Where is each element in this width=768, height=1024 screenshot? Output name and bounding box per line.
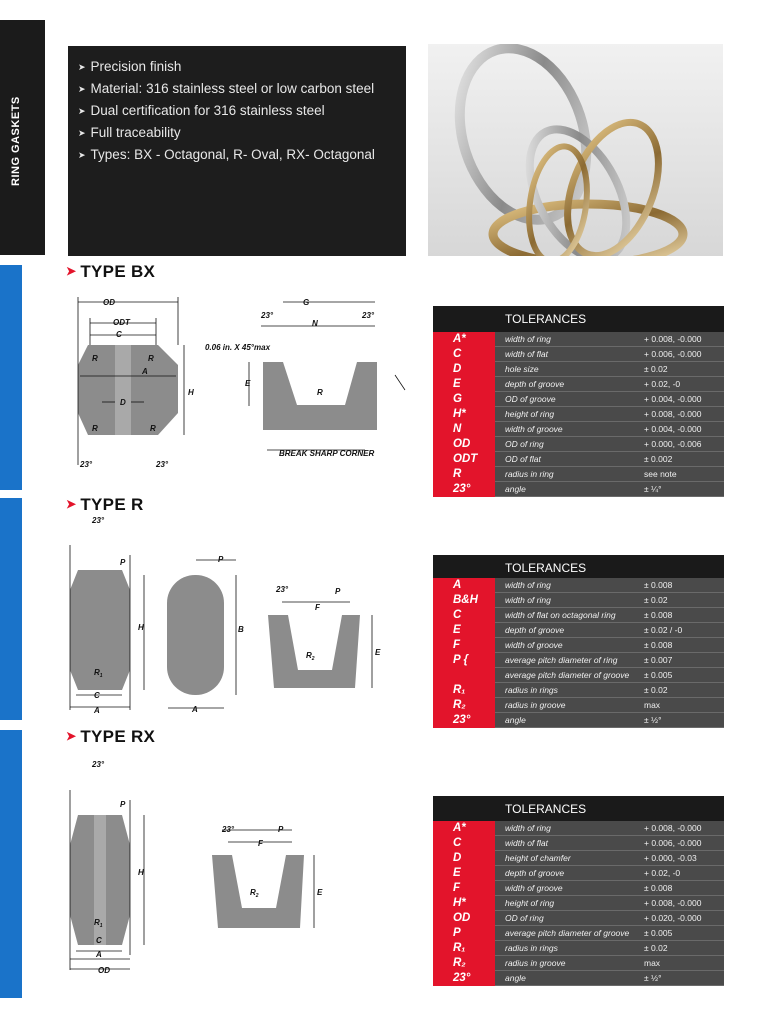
table-header: TOLERANCES xyxy=(433,306,724,332)
symbol-cell: P xyxy=(433,926,495,941)
dim-label-angle: 23° xyxy=(156,460,169,469)
chevron-right-icon: ➤ xyxy=(66,264,77,278)
ring-gaskets-photo xyxy=(428,44,723,256)
table-row xyxy=(433,971,724,986)
table-row xyxy=(433,407,724,422)
value-cell: + 0.000, -0.03 xyxy=(644,851,724,866)
value-cell: + 0.02, -0 xyxy=(644,377,724,392)
description-cell: depth of groove xyxy=(495,866,644,881)
description-cell: width of ring xyxy=(495,821,644,836)
description-cell: width of ring xyxy=(495,578,644,593)
value-cell: ± 0.02 / -0 xyxy=(644,623,724,638)
description-cell: height of chamfer xyxy=(495,851,644,866)
symbol-cell: F xyxy=(433,881,495,896)
dim-label-a: A xyxy=(94,706,100,715)
table-row xyxy=(433,422,724,437)
description-cell: width of ring xyxy=(495,332,644,347)
dim-label-g: G xyxy=(303,298,310,307)
table-row xyxy=(433,392,724,407)
symbol-cell: A* xyxy=(433,332,495,347)
description-cell: hole size xyxy=(495,362,644,377)
description-cell: width of flat xyxy=(495,347,644,362)
dim-label-h: H xyxy=(138,623,144,632)
symbol-cell: R₁ xyxy=(433,941,495,956)
chevron-right-icon: ➤ xyxy=(66,729,77,743)
table-row xyxy=(433,956,724,971)
symbol-cell: E xyxy=(433,866,495,881)
dim-label-b: B xyxy=(238,625,244,634)
description-cell: radius in rings xyxy=(495,941,644,956)
ring-gaskets-illustration xyxy=(428,44,723,256)
table-row xyxy=(433,821,724,836)
chevron-right-icon: ➤ xyxy=(66,497,77,511)
dim-label-c: C xyxy=(96,936,102,945)
value-cell: ± 0.005 xyxy=(644,668,724,683)
table-row xyxy=(433,668,724,683)
table-row xyxy=(433,608,724,623)
table-row xyxy=(433,866,724,881)
dim-label-e: E xyxy=(317,888,323,897)
description-cell: width of groove xyxy=(495,638,644,653)
dim-label-break-corner: BREAK SHARP CORNER xyxy=(279,449,375,458)
rx-groove-cross-section xyxy=(200,820,330,935)
value-cell: ± ½° xyxy=(644,713,724,728)
symbol-cell: P { xyxy=(433,653,495,668)
dim-label-r1: $R_1$ xyxy=(94,918,103,929)
dim-label-angle: 23° xyxy=(362,311,375,320)
value-cell: ± 0.02 xyxy=(644,593,724,608)
table-row xyxy=(433,713,724,728)
table-row xyxy=(433,437,724,452)
symbol-cell: R₂ xyxy=(433,698,495,713)
arrow-icon: ➤ xyxy=(78,106,86,116)
dim-label-a: A xyxy=(96,950,102,959)
feature-item: ➤ Precision finish xyxy=(78,59,182,74)
description-cell: width of flat xyxy=(495,836,644,851)
value-cell: ± 0.02 xyxy=(644,362,724,377)
tolerances-table-bx xyxy=(433,306,724,332)
dim-label-angle: 23° xyxy=(92,760,105,769)
symbol-cell: E xyxy=(433,623,495,638)
symbol-cell: D xyxy=(433,362,495,377)
symbol-cell: H* xyxy=(433,896,495,911)
value-cell: ± ½° xyxy=(644,971,724,986)
table-row xyxy=(433,683,724,698)
dim-label-p: P xyxy=(120,800,126,809)
section-title-r: ➤ TYPE R xyxy=(66,495,144,514)
arrow-icon: ➤ xyxy=(78,128,86,138)
description-cell: depth of groove xyxy=(495,377,644,392)
dim-label-r2: $R_2$ xyxy=(306,651,315,662)
table-header: TOLERANCES xyxy=(433,796,724,822)
tolerances-rows-bx xyxy=(433,332,724,497)
description-cell: average pitch diameter of ring xyxy=(495,653,644,668)
dim-label-h: H xyxy=(138,868,144,877)
dim-label-f: F xyxy=(315,603,320,612)
tolerances-table-rx xyxy=(433,796,724,822)
value-cell: + 0.004, -0.000 xyxy=(644,392,724,407)
value-cell: + 0.008, -0.000 xyxy=(644,332,724,347)
feature-item: ➤ Types: BX - Octagonal, R- Oval, RX- Octagonal xyxy=(78,147,375,162)
section-title-rx: ➤ TYPE RX xyxy=(66,727,156,746)
description-cell: angle xyxy=(495,971,644,986)
symbol-cell: G xyxy=(433,392,495,407)
dim-label-angle: 23° xyxy=(276,585,289,594)
table-row xyxy=(433,482,724,497)
value-cell: max xyxy=(644,956,724,971)
description-cell: angle xyxy=(495,713,644,728)
dim-label-r: R xyxy=(150,424,156,433)
section-title-bx: ➤ TYPE BX xyxy=(66,262,156,281)
symbol-cell xyxy=(433,668,495,683)
description-cell: width of ring xyxy=(495,593,644,608)
symbol-cell: R₁ xyxy=(433,683,495,698)
dim-label-angle: 23° xyxy=(222,825,235,834)
description-cell: height of ring xyxy=(495,896,644,911)
value-cell: ± 0.02 xyxy=(644,683,724,698)
dim-label-angle: 23° xyxy=(80,460,93,469)
symbol-cell: C xyxy=(433,608,495,623)
dim-label-p: P xyxy=(335,587,341,596)
symbol-cell: C xyxy=(433,836,495,851)
sidebar-label: RING GASKETS xyxy=(10,96,22,186)
dim-label-e: E xyxy=(375,648,381,657)
features-list xyxy=(68,46,406,166)
value-cell: + 0.02, -0 xyxy=(644,866,724,881)
symbol-cell: 23° xyxy=(433,713,495,728)
r-oval-ring-cross-section xyxy=(160,540,260,715)
value-cell: + 0.000, -0.006 xyxy=(644,437,724,452)
description-cell: OD of flat xyxy=(495,452,644,467)
description-cell: average pitch diameter of groove xyxy=(495,926,644,941)
symbol-cell: H* xyxy=(433,407,495,422)
table-row xyxy=(433,941,724,956)
description-cell: width of groove xyxy=(495,422,644,437)
symbol-cell: C xyxy=(433,347,495,362)
dim-label-e: E xyxy=(245,379,251,388)
table-row xyxy=(433,881,724,896)
dim-label-angle: 23° xyxy=(261,311,274,320)
r-groove-cross-section xyxy=(260,580,385,695)
value-cell: ± 0.02 xyxy=(644,941,724,956)
symbol-cell: OD xyxy=(433,911,495,926)
value-cell: max xyxy=(644,698,724,713)
description-cell: height of ring xyxy=(495,407,644,422)
bx-groove-cross-section xyxy=(205,290,420,465)
table-row xyxy=(433,653,724,668)
value-cell: ± 0.005 xyxy=(644,926,724,941)
dim-label-r1: $R_1$ xyxy=(94,668,103,679)
symbol-cell: D xyxy=(433,851,495,866)
value-cell: ± 0.007 xyxy=(644,653,724,668)
symbol-cell: R₂ xyxy=(433,956,495,971)
symbol-cell: B&H xyxy=(433,593,495,608)
r-octagonal-ring-cross-section xyxy=(60,515,160,715)
symbol-cell: A xyxy=(433,578,495,593)
table-row xyxy=(433,836,724,851)
dim-label-a: A xyxy=(142,367,148,376)
bx-ring-cross-section xyxy=(60,285,210,475)
table-row xyxy=(433,578,724,593)
value-cell: + 0.008, -0.000 xyxy=(644,821,724,836)
table-row xyxy=(433,896,724,911)
dim-label-d: D xyxy=(120,398,126,407)
table-row xyxy=(433,347,724,362)
arrow-icon: ➤ xyxy=(78,150,86,160)
dim-label-odt: ODT xyxy=(113,318,130,327)
tolerances-rows-r xyxy=(433,578,724,728)
dim-label-r: R xyxy=(92,424,98,433)
value-cell: + 0.020, -0.000 xyxy=(644,911,724,926)
description-cell: depth of groove xyxy=(495,623,644,638)
dim-label-p: P xyxy=(218,555,224,564)
arrow-icon: ➤ xyxy=(78,84,86,94)
description-cell: OD of groove xyxy=(495,392,644,407)
sidebar-accent-bar xyxy=(0,265,22,490)
table-row xyxy=(433,332,724,347)
description-cell: angle xyxy=(495,482,644,497)
table-row xyxy=(433,362,724,377)
dim-label-r: R xyxy=(148,354,154,363)
value-cell: ± 0.008 xyxy=(644,881,724,896)
sidebar-accent-bar xyxy=(0,498,22,720)
symbol-cell: E xyxy=(433,377,495,392)
value-cell: ± 0.002 xyxy=(644,452,724,467)
symbol-cell: N xyxy=(433,422,495,437)
feature-item: ➤ Material: 316 stainless steel or low carbon steel xyxy=(78,81,375,96)
dim-label-od: OD xyxy=(98,966,110,975)
dim-label-r: R xyxy=(92,354,98,363)
value-cell: + 0.008, -0.000 xyxy=(644,407,724,422)
value-cell: ± 0.008 xyxy=(644,578,724,593)
table-row xyxy=(433,452,724,467)
table-row xyxy=(433,698,724,713)
dim-label-h: H xyxy=(188,388,194,397)
symbol-cell: ODT xyxy=(433,452,495,467)
value-cell: ± ¼° xyxy=(644,482,724,497)
description-cell: OD of ring xyxy=(495,911,644,926)
description-cell: OD of ring xyxy=(495,437,644,452)
features-box xyxy=(68,46,406,256)
description-cell: width of groove xyxy=(495,881,644,896)
tolerances-rows-rx xyxy=(433,821,724,986)
value-cell: + 0.006, -0.000 xyxy=(644,836,724,851)
feature-item: ➤ Full traceability xyxy=(78,125,181,140)
table-row xyxy=(433,638,724,653)
dim-label-n: N xyxy=(312,319,318,328)
dim-label-c: C xyxy=(116,330,122,339)
table-row xyxy=(433,467,724,482)
sidebar-accent-bar xyxy=(0,730,22,998)
symbol-cell: 23° xyxy=(433,482,495,497)
dim-label-f: F xyxy=(258,839,263,848)
symbol-cell: F xyxy=(433,638,495,653)
value-cell: see note xyxy=(644,467,724,482)
symbol-cell: OD xyxy=(433,437,495,452)
symbol-cell: R xyxy=(433,467,495,482)
dim-label-a: A xyxy=(192,705,198,714)
dim-label-p: P xyxy=(120,558,126,567)
dim-label-od: OD xyxy=(103,298,115,307)
value-cell: ± 0.008 xyxy=(644,608,724,623)
feature-item: ➤ Dual certification for 316 stainless steel xyxy=(78,103,325,118)
description-cell: radius in groove xyxy=(495,956,644,971)
value-cell: ± 0.008 xyxy=(644,638,724,653)
table-row xyxy=(433,911,724,926)
description-cell: radius in groove xyxy=(495,698,644,713)
table-row xyxy=(433,377,724,392)
table-row xyxy=(433,593,724,608)
value-cell: + 0.006, -0.000 xyxy=(644,347,724,362)
table-row xyxy=(433,926,724,941)
dim-label-r: R xyxy=(317,388,323,397)
dim-label-c: C xyxy=(94,691,100,700)
dim-label-p: P xyxy=(278,825,284,834)
dim-label-r2: $R_2$ xyxy=(250,888,259,899)
table-header: TOLERANCES xyxy=(433,555,724,581)
description-cell: width of flat on octagonal ring xyxy=(495,608,644,623)
table-row xyxy=(433,851,724,866)
value-cell: + 0.008, -0.000 xyxy=(644,896,724,911)
description-cell: radius in rings xyxy=(495,683,644,698)
description-cell: radius in ring xyxy=(495,467,644,482)
symbol-cell: 23° xyxy=(433,971,495,986)
value-cell: + 0.004, -0.000 xyxy=(644,422,724,437)
arrow-icon: ➤ xyxy=(78,62,86,72)
dim-label-chamfer: 0.06 in. X 45°max xyxy=(205,343,271,352)
symbol-cell: A* xyxy=(433,821,495,836)
rx-ring-cross-section xyxy=(60,755,170,975)
table-row xyxy=(433,623,724,638)
dim-label-angle: 23° xyxy=(92,516,105,525)
description-cell: average pitch diameter of groove xyxy=(495,668,644,683)
